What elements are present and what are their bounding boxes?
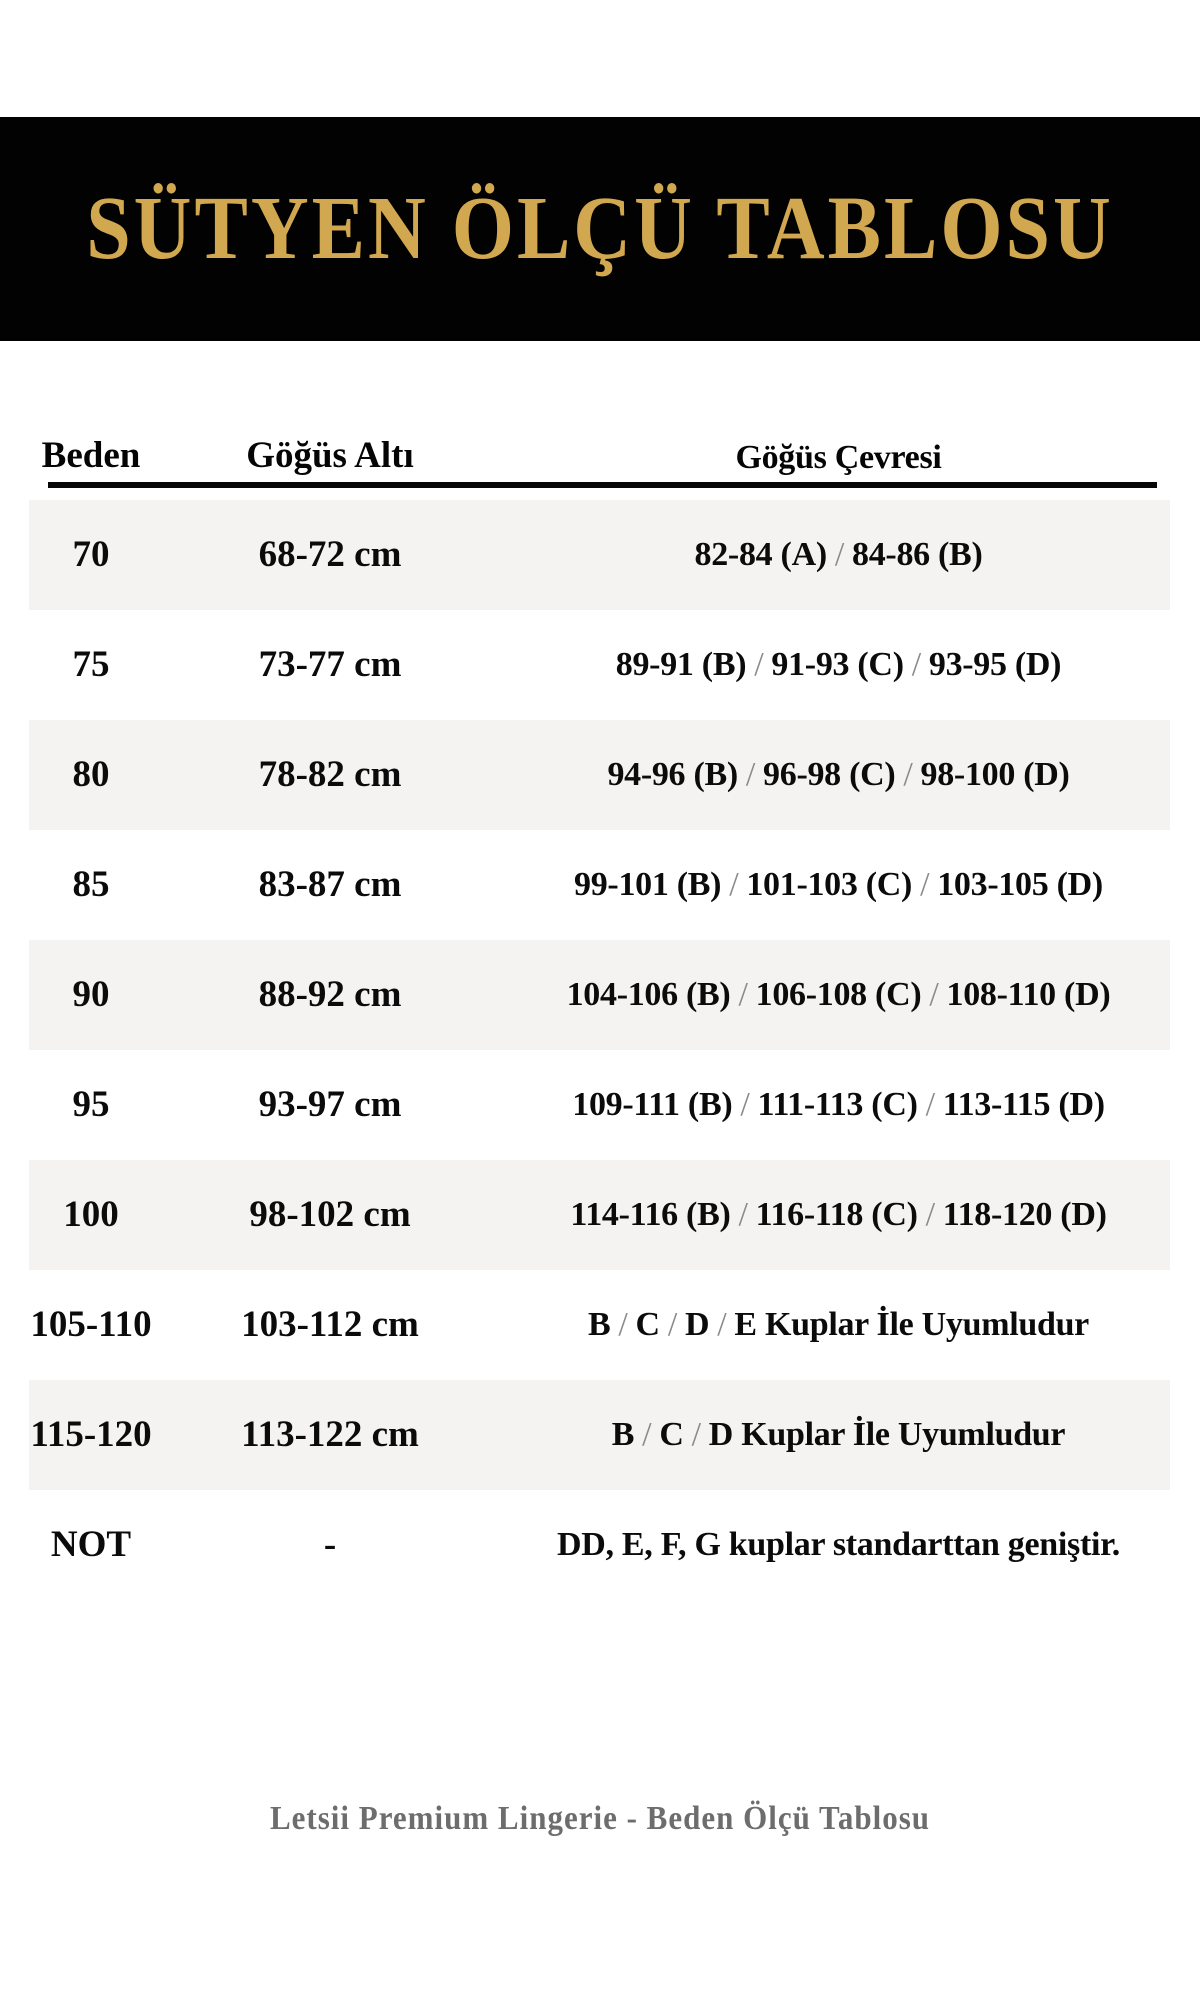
slash-separator: / [920,866,930,904]
size-table-body [29,500,1170,1600]
gogus-alti-cell: 103-112 cm [241,1303,419,1345]
slash-separator: / [729,866,739,904]
column-header-gogus-cevresi: Göğüs Çevresi [735,439,942,477]
slash-separator: / [754,646,764,684]
gogus-cevresi-cell: 109-111 (B) / 111-113 (C) / 113-115 (D) [572,1086,1105,1124]
slash-separator: / [717,1306,727,1344]
gogus-alti-cell: 88-92 cm [258,973,402,1015]
slash-separator: / [642,1416,652,1454]
table-row [29,940,1170,1050]
table-row [29,1380,1170,1490]
beden-cell: 105-110 [30,1303,152,1345]
header-divider [48,482,1157,488]
table-header-row [29,416,1170,476]
gogus-alti-cell: 83-87 cm [258,863,402,905]
slash-separator: / [911,646,921,684]
beden-cell: 95 [72,1083,110,1125]
beden-cell: 90 [72,973,110,1015]
gogus-cevresi-cell: 82-84 (A) / 84-86 (B) [694,536,983,574]
title-banner [0,117,1200,341]
slash-separator: / [925,1196,935,1234]
beden-cell: 100 [63,1193,119,1235]
table-row [29,500,1170,610]
gogus-cevresi-cell: 89-91 (B) / 91-93 (C) / 93-95 (D) [615,646,1062,684]
beden-cell: 115-120 [30,1413,152,1455]
table-row [29,1270,1170,1380]
gogus-alti-cell: 73-77 cm [258,643,402,685]
gogus-cevresi-cell: 94-96 (B) / 96-98 (C) / 98-100 (D) [607,756,1070,794]
page-title: SÜTYEN ÖLÇÜ TABLOSU [86,179,1114,278]
beden-cell: 75 [72,643,110,685]
table-row [29,1490,1170,1600]
beden-cell: NOT [50,1523,132,1565]
gogus-alti-cell: 93-97 cm [258,1083,402,1125]
footer-caption: Letsii Premium Lingerie - Beden Ölçü Tablosu [269,1798,931,1837]
gogus-alti-cell: 113-122 cm [241,1413,419,1455]
gogus-cevresi-cell: DD, E, F, G kuplar standarttan geniştir. [557,1526,1120,1564]
gogus-alti-cell: 98-102 cm [249,1193,411,1235]
gogus-cevresi-cell: 104-106 (B) / 106-108 (C) / 108-110 (D) [566,976,1111,1014]
slash-separator: / [740,1086,750,1124]
slash-separator: / [903,756,913,794]
slash-separator: / [738,1196,748,1234]
slash-separator: / [834,536,845,574]
gogus-cevresi-cell: B / C / D / E Kuplar İle Uyumludur [588,1306,1089,1344]
table-row [29,610,1170,720]
table-row [29,1160,1170,1270]
gogus-cevresi-cell: 99-101 (B) / 101-103 (C) / 103-105 (D) [574,866,1103,904]
slash-separator: / [667,1306,677,1344]
column-header-beden: Beden [41,435,141,477]
table-row [29,720,1170,830]
gogus-cevresi-cell: B / C / D Kuplar İle Uyumludur [611,1416,1066,1454]
table-row [29,830,1170,940]
slash-separator: / [691,1416,701,1454]
gogus-cevresi-cell: 114-116 (B) / 116-118 (C) / 118-120 (D) [570,1196,1107,1234]
slash-separator: / [745,756,756,794]
gogus-alti-cell: 68-72 cm [258,533,402,575]
slash-separator: / [738,976,748,1014]
beden-cell: 70 [72,533,110,575]
column-header-gogus-alti: Göğüs Altı [246,435,414,477]
table-row [29,1050,1170,1160]
slash-separator: / [929,976,939,1014]
slash-separator: / [618,1306,628,1344]
slash-separator: / [925,1086,935,1124]
beden-cell: 80 [72,753,110,795]
gogus-alti-cell: 78-82 cm [258,753,402,795]
beden-cell: 85 [72,863,110,905]
gogus-alti-cell: - [323,1523,337,1565]
